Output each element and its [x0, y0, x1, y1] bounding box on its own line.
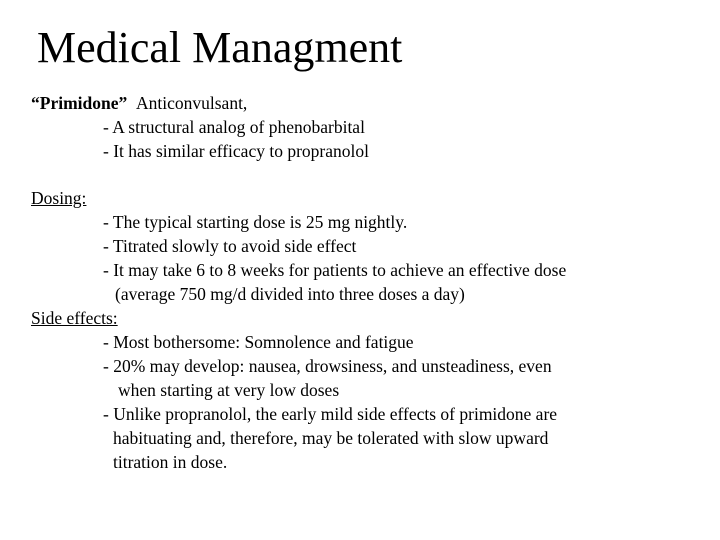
side-effects-line: - 20% may develop: nausea, drowsiness, and unsteadiness, even [103, 356, 552, 376]
drug-class: Anticonvulsant, [136, 93, 248, 113]
drug-line [31, 92, 247, 114]
slide-title: Medical Managment [37, 23, 403, 72]
side-effects-line: titration in dose. [113, 452, 228, 472]
drug-point: - It has similar efficacy to propranolol [103, 141, 369, 161]
side-effects-line: when starting at very low doses [118, 380, 340, 400]
dosing-line: - Titrated slowly to avoid side effect [103, 236, 357, 256]
dosing-line: - The typical starting dose is 25 mg nightly. [103, 212, 408, 232]
dosing-heading: Dosing: [31, 188, 87, 208]
side-effects-line: - Unlike propranolol, the early mild side effects of primidone are [103, 404, 558, 424]
side-effects-heading: Side effects: [31, 308, 118, 328]
side-effects-line: habituating and, therefore, may be tolerated with slow upward [113, 428, 549, 448]
dosing-line: (average 750 mg/d divided into three doses a day) [115, 284, 465, 304]
drug-name: “Primidone” [31, 93, 128, 113]
dosing-line: - It may take 6 to 8 weeks for patients to achieve an effective dose [103, 260, 567, 280]
side-effects-line: - Most bothersome: Somnolence and fatigue [103, 332, 414, 352]
drug-point: - A structural analog of phenobarbital [103, 117, 365, 137]
